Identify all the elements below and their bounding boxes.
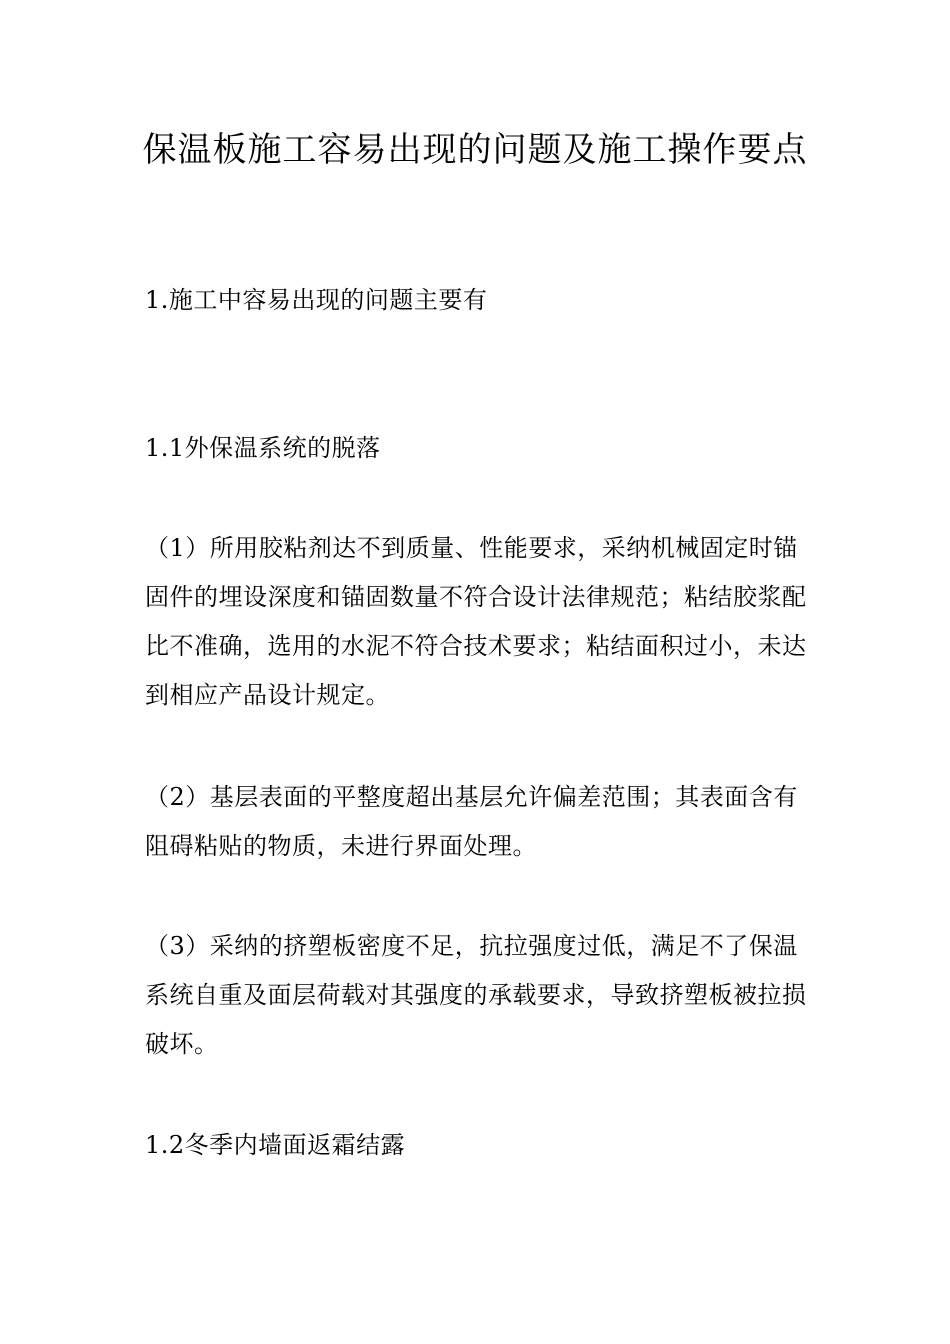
- paragraph-1: （1）所用胶粘剂达不到质量、性能要求，采纳机械固定时锚固件的埋设深度和锚固数量不符合设计法律规范；粘结胶浆配比不准确，选用的水泥不符合技术要求；粘结面积过小，未达到相应产品设计规定。: [145, 534, 807, 709]
- paragraph-2: （2）基层表面的平整度超出基层允许偏差范围；其表面含有阻碍粘贴的物质，未进行界面处理。: [145, 783, 798, 860]
- document-title: 保温板施工容易出现的问题及施工操作要点: [142, 130, 808, 170]
- section-heading-1: 1.施工中容易出现的问题主要有: [145, 286, 488, 314]
- paragraph-3: （3）采纳的挤塑板密度不足，抗拉强度过低，满足不了保温系统自重及面层荷载对其强度的承载要求，导致挤塑板被拉损破坏。: [145, 932, 807, 1058]
- section-heading-1-1: 1.1外保温系统的脱落: [145, 434, 381, 462]
- section-heading-1-2: 1.2冬季内墙面返霜结露: [145, 1131, 406, 1159]
